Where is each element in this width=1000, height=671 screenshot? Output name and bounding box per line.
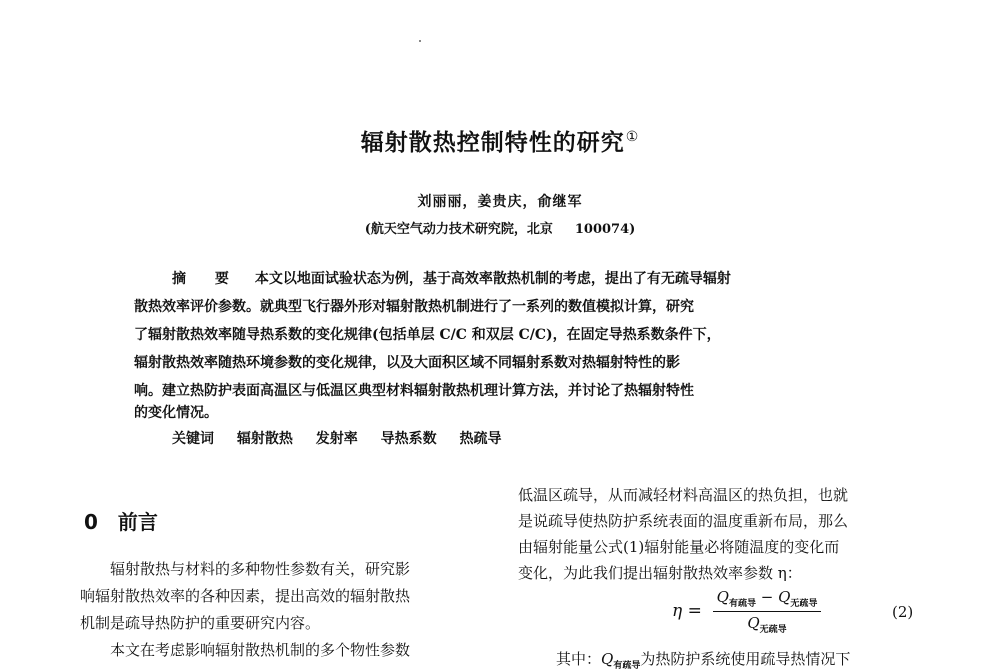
author-list: 刘丽丽，姜贵庆，俞继军 xyxy=(417,194,583,210)
equation-denominator xyxy=(713,612,822,635)
equation-number: (2) xyxy=(892,603,914,621)
abstract-line xyxy=(172,268,872,288)
scan-artifact-dot xyxy=(419,40,421,42)
body-line: 是说疏导使热防护系统表面的温度重新布局，那么 xyxy=(518,512,849,530)
body-line: 由辐射能量公式(1)辐射能量必将随温度的变化而 xyxy=(518,538,840,556)
section-heading xyxy=(84,506,158,535)
equation-2 xyxy=(672,588,821,635)
numerator-q-b: Q xyxy=(778,588,791,606)
affiliation xyxy=(0,218,1000,237)
paper-title xyxy=(0,124,1000,157)
affiliation-text: (航天空气动力技术研究院，北京 xyxy=(364,222,553,237)
keyword: 发射率 xyxy=(315,431,358,447)
section-title: 前言 xyxy=(117,510,158,534)
abstract-text: 本文以地面试验状态为例，基于高效率散热机制的考虑，提出了有无疏导辐射 xyxy=(254,271,731,287)
body-line: 本文在考虑影响辐射散热机制的多个物性参数 xyxy=(110,641,411,659)
numerator-q-a: Q xyxy=(716,588,729,606)
abstract-line: 散热效率评价参数。就典型飞行器外形对辐射散热机制进行了一系列的数值模拟计算，研究 xyxy=(134,299,694,315)
abstract-line: 的变化情况。 xyxy=(134,405,218,421)
paper-title-text: 辐射散热控制特性的研究 xyxy=(360,129,625,156)
numerator-q-b-sub: 无疏导 xyxy=(790,599,818,609)
keywords-label: 关键词 xyxy=(172,431,214,447)
abstract-line: 响。建立热防护表面高温区与低温区典型材料辐射散热机理计算方法，并讨论了热辐射特性 xyxy=(134,383,694,399)
keywords-line xyxy=(172,428,520,448)
where-text: 为热防护系统使用疏导热情况下 xyxy=(640,650,851,668)
denominator-q: Q xyxy=(747,614,760,632)
where-q: Q xyxy=(601,650,614,668)
body-line: 变化，为此我们提出辐射散热效率参数 η： xyxy=(518,564,802,582)
minus-sign: − xyxy=(755,588,779,606)
title-footnote-mark: ① xyxy=(625,129,640,145)
equation-lhs: η = xyxy=(672,600,702,621)
abstract-line: 了辐射散热效率随导热系数的变化规律(包括单层 C/C 和双层 C/C)，在固定导热系数条件下， xyxy=(134,327,721,343)
body-line: 响辐射散热效率的各种因素，提出高效的辐射散热 xyxy=(80,587,411,605)
where-prefix: 其中： xyxy=(556,650,602,668)
equation-fraction xyxy=(713,588,822,635)
keyword: 辐射散热 xyxy=(236,431,293,447)
body-line: 辐射散热与材料的多种物性参数有关，研究影 xyxy=(110,560,411,578)
body-line: 机制是疏导热防护的重要研究内容。 xyxy=(80,614,321,632)
keyword: 导热系数 xyxy=(380,431,437,447)
abstract-label: 摘 要 xyxy=(172,271,241,287)
abstract-line: 辐射散热效率随热环境参数的变化规律，以及大面积区域不同辐射系数对热辐射特性的影 xyxy=(134,355,680,371)
body-line: 低温区疏导，从而减轻材料高温区的热负担，也就 xyxy=(518,486,849,504)
body-line xyxy=(556,648,918,671)
keyword: 热疏导 xyxy=(459,431,502,447)
affiliation-postcode: 100074) xyxy=(574,222,636,237)
section-number: 0 xyxy=(84,510,98,534)
denominator-q-sub: 无疏导 xyxy=(759,625,787,635)
equation-numerator xyxy=(713,588,822,612)
where-q-sub: 有疏导 xyxy=(613,661,641,671)
numerator-q-a-sub: 有疏导 xyxy=(728,599,756,609)
